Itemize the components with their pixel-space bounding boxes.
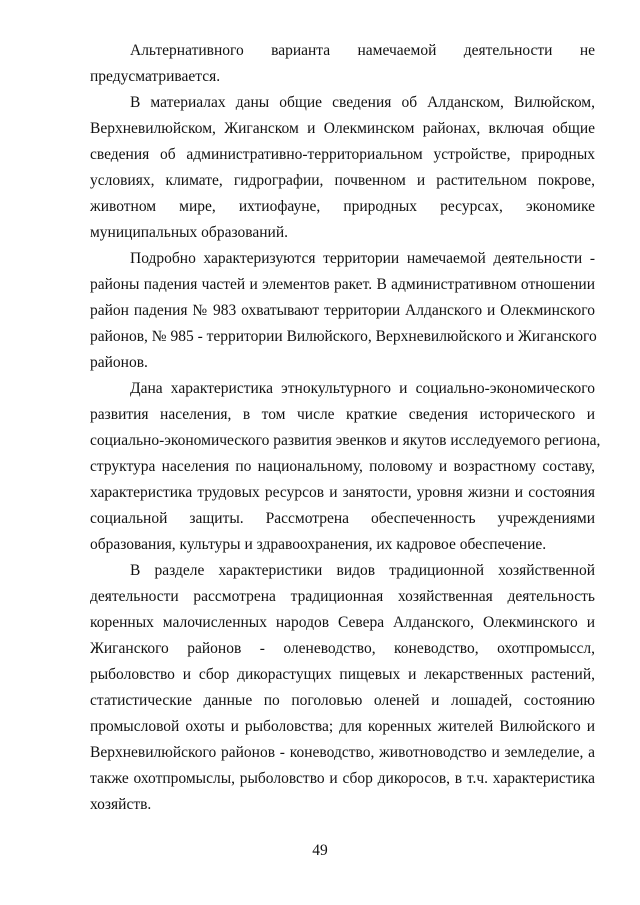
text-line: коренных малочисленных народов Севера Алданского, Олекминского и	[90, 614, 595, 631]
text-line: социальной защиты. Рассмотрена обеспеченность учреждениями	[90, 510, 595, 527]
paragraph-2	[90, 90, 595, 246]
document-body	[90, 38, 601, 818]
text-line: Верхневилюйском, Жиганском и Олекминском районах, включая общие	[90, 120, 595, 137]
text-line: В материалах даны общие сведения об Алданском, Вилюйском,	[130, 94, 595, 111]
text-line: районов, № 985 - территории Вилюйского, Верхневилюйского и Жиганского	[90, 328, 597, 345]
text-line: структура населения по национальному, половому и возрастному составу,	[90, 458, 595, 475]
page-number: 49	[312, 842, 328, 859]
text-line: муниципальных образований.	[90, 224, 288, 241]
paragraph-4	[90, 376, 601, 558]
text-line: промысловой охоты и рыболовства; для коренных жителей Вилюйского и	[90, 718, 595, 735]
text-line: В разделе характеристики видов традиционной хозяйственной	[130, 562, 595, 579]
text-line: Дана характеристика этнокультурного и социально-экономического	[130, 380, 595, 397]
text-line: деятельности рассмотрена традиционная хозяйственная деятельность	[90, 588, 595, 605]
text-line: районы падения частей и элементов ракет. В административном отношении	[90, 276, 595, 293]
text-line: Альтернативного варианта намечаемой деятельности не	[130, 42, 595, 59]
text-line: условиях, климате, гидрографии, почвенном и растительном покрове,	[90, 172, 595, 189]
text-line: Верхневилюйского районов - коневодство, животноводство и земледелие, а	[90, 744, 595, 761]
text-line: Подробно характеризуются территории намечаемой деятельности -	[130, 250, 595, 267]
text-line: Жиганского районов - оленеводство, коневодство, охотпромыссл,	[90, 640, 595, 657]
text-line: сведения об административно-территориальном устройстве, природных	[90, 146, 595, 163]
text-line: развития населения, в том числе краткие сведения исторического и	[90, 406, 595, 423]
paragraph-5	[90, 558, 595, 818]
text-line: район падения № 983 охватывают территории Алданского и Олекминского	[90, 302, 595, 319]
paragraph-3	[90, 246, 595, 376]
text-line: статистические данные по поголовью оленей и лошадей, состоянию	[90, 692, 595, 709]
text-line: предусматривается.	[90, 68, 221, 85]
text-line: социально-экономического развития эвенков и якутов исследуемого региона,	[90, 432, 601, 449]
text-line: также охотпромыслы, рыболовство и сбор дикоросов, в т.ч. характеристика	[90, 770, 595, 787]
text-line: образования, культуры и здравоохранения, их кадровое обеспечение.	[90, 536, 547, 553]
text-line: животном мире, ихтиофауне, природных ресурсах, экономике	[90, 198, 595, 215]
paragraph-1	[90, 38, 595, 90]
text-line: характеристика трудовых ресурсов и занятости, уровня жизни и состояния	[90, 484, 595, 501]
text-line: рыболовство и сбор дикорастущих пищевых и лекарственных растений,	[90, 666, 595, 683]
text-line: хозяйств.	[90, 796, 152, 813]
text-line: районов.	[90, 354, 148, 371]
